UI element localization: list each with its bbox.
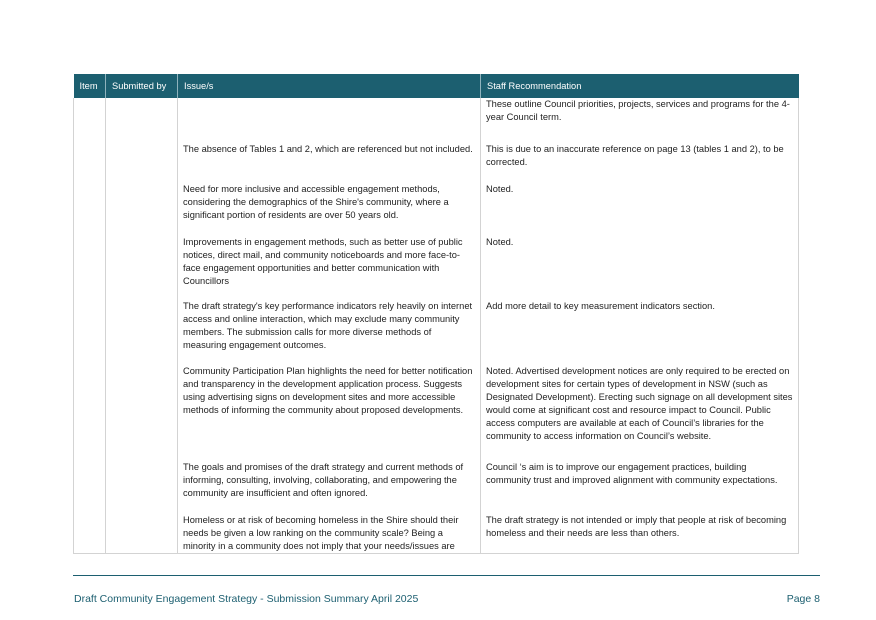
item-cell xyxy=(74,514,106,554)
submitted-by-cell xyxy=(106,365,178,461)
header-staff-recommendation: Staff Recommendation xyxy=(481,74,799,98)
table-row xyxy=(74,365,799,461)
footer-page-number: Page 8 xyxy=(786,593,820,605)
item-cell xyxy=(74,143,106,183)
submitted-by-cell xyxy=(106,143,178,183)
table-row xyxy=(74,461,799,514)
issue-cell xyxy=(178,98,481,143)
table-row xyxy=(74,300,799,365)
table-row xyxy=(74,98,799,143)
issue-cell: Improvements in engagement methods, such as better use of public notices, direct mail, and community noticeboards and more face-to-face engagement opportunities and better communication with Councillors xyxy=(178,236,481,300)
item-cell xyxy=(74,300,106,365)
submission-table xyxy=(73,74,799,554)
issue-cell: The absence of Tables 1 and 2, which are referenced but not included. xyxy=(178,143,481,183)
header-submitted-by: Submitted by xyxy=(106,74,178,98)
header-issues: Issue/s xyxy=(178,74,481,98)
table-row xyxy=(74,183,799,236)
table-row xyxy=(74,236,799,300)
recommendation-cell: The draft strategy is not intended or imply that people at risk of becoming homeless and their needs are less than others. xyxy=(481,514,799,554)
item-cell xyxy=(74,461,106,514)
item-cell xyxy=(74,183,106,236)
recommendation-cell: Noted. xyxy=(481,183,799,236)
recommendation-cell: This is due to an inaccurate reference on page 13 (tables 1 and 2), to be corrected. xyxy=(481,143,799,183)
issue-cell: The goals and promises of the draft strategy and current methods of informing, consulting, involving, collaborating, and empowering the community are insufficient and often ignored. xyxy=(178,461,481,514)
recommendation-cell: Noted. xyxy=(481,236,799,300)
table-header-row xyxy=(74,74,799,98)
recommendation-cell: Noted. Advertised development notices are only required to be erected on development sites for certain types of development in NSW (such as Designated Development). Erecting such signage on all development sites would come at significant cost and resource impact to Council. Public access computers are available at each of Council’s libraries for the community to access information on Council’s website. xyxy=(481,365,799,461)
issue-cell: Need for more inclusive and accessible engagement methods, considering the demographics of the Shire's community, where a significant portion of residents are over 50 years old. xyxy=(178,183,481,236)
footer-document-title: Draft Community Engagement Strategy - Submission Summary April 2025 xyxy=(74,593,419,605)
recommendation-cell: Council ‘s aim is to improve our engagement practices, building community trust and improved alignment with community expectations. xyxy=(481,461,799,514)
item-cell xyxy=(74,365,106,461)
header-item: Item xyxy=(74,74,106,98)
recommendation-cell: Add more detail to key measurement indicators section. xyxy=(481,300,799,365)
table-row xyxy=(74,143,799,183)
issue-cell: The draft strategy's key performance indicators rely heavily on internet access and online interaction, which may exclude many community members. The submission calls for more diverse methods of measuring engagement outcomes. xyxy=(178,300,481,365)
submitted-by-cell xyxy=(106,300,178,365)
item-cell xyxy=(74,236,106,300)
submitted-by-cell xyxy=(106,461,178,514)
submitted-by-cell xyxy=(106,236,178,300)
recommendation-cell: These outline Council priorities, projects, services and programs for the 4-year Council term. xyxy=(481,98,799,143)
issue-cell: Homeless or at risk of becoming homeless in the Shire should their needs be given a low ranking on the community scale? Being a minority in a community does not imply that your needs/issues are xyxy=(178,514,481,554)
table-row xyxy=(74,514,799,554)
submitted-by-cell xyxy=(106,514,178,554)
issue-cell: Community Participation Plan highlights the need for better notification and transparency in the development application process. Suggests using advertising signs on development sites and more accessible methods of informing the community about proposed developments. xyxy=(178,365,481,461)
footer-divider xyxy=(73,575,820,576)
submitted-by-cell xyxy=(106,98,178,143)
item-cell xyxy=(74,98,106,143)
submitted-by-cell xyxy=(106,183,178,236)
